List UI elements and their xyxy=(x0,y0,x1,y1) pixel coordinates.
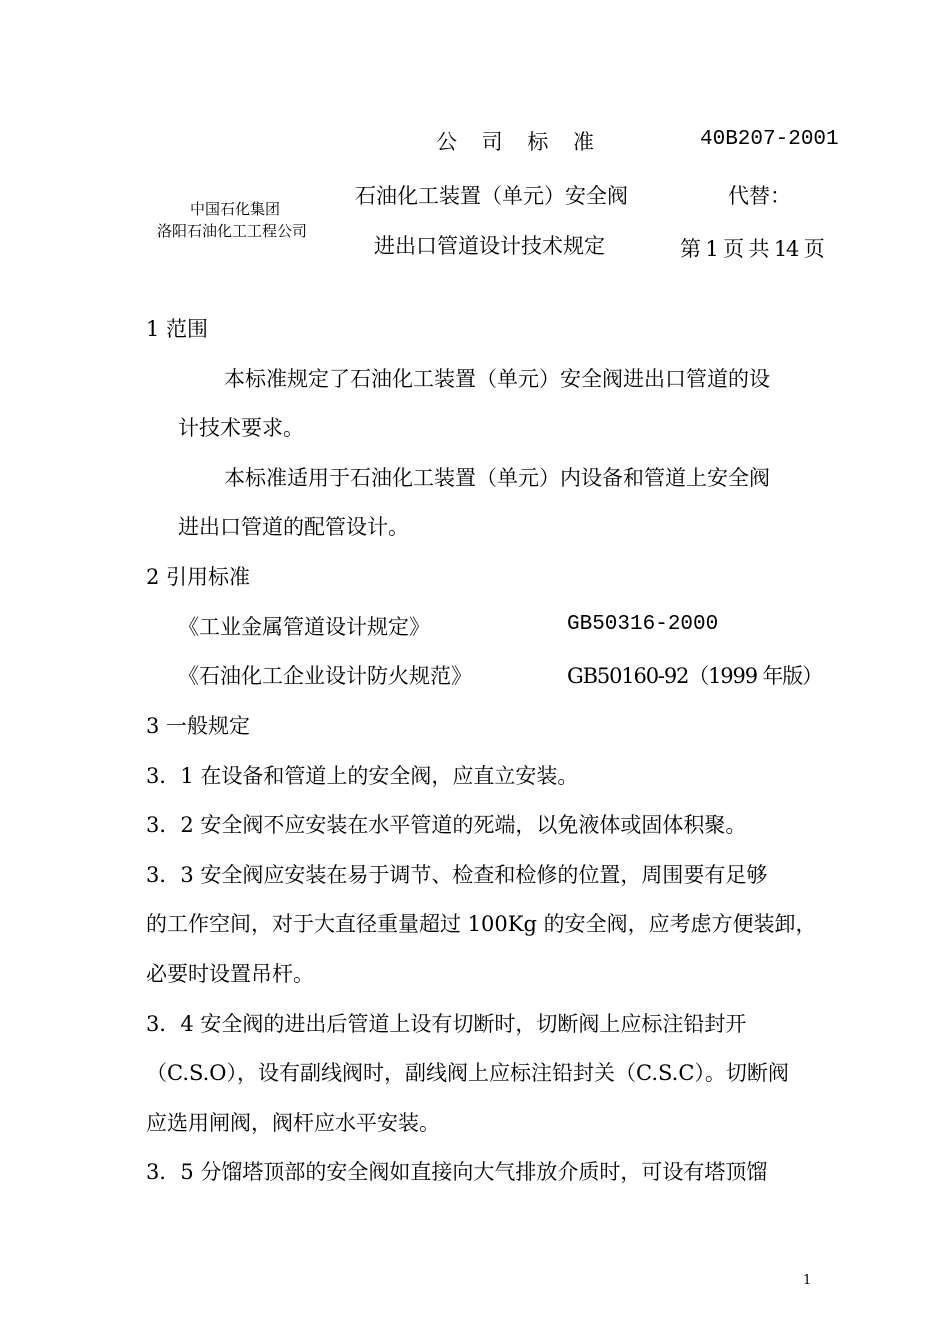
section-1-paragraph-2-line1: 本标准适用于石油化工装置（单元）内设备和管道上安全阀 xyxy=(224,466,770,490)
organization-name-line1: 中国石化集团 xyxy=(190,200,281,218)
reference-2-code: GB50160-92（1999 年版） xyxy=(567,664,822,688)
reference-2-title: 《石油化工企业设计防火规范》 xyxy=(178,664,472,688)
clause-3-3-line2: 的工作空间，对于大直径重量超过 100Kg 的安全阀，应考虑方便装卸， xyxy=(146,912,817,936)
document-title-line2: 进出口管道设计技术规定 xyxy=(374,234,605,258)
standard-code: 40B207-2001 xyxy=(700,128,839,151)
replaces-label: 代替： xyxy=(728,184,791,208)
section-1-paragraph-1-line2: 计技术要求。 xyxy=(178,416,304,440)
section-1-paragraph-1-line1: 本标准规定了石油化工装置（单元）安全阀进出口管道的设 xyxy=(224,367,770,391)
standard-type-title: 公 司 标 准 xyxy=(436,130,604,154)
clause-3-3-line3: 必要时设置吊杆。 xyxy=(146,962,314,986)
page-info: 第 1 页 共 14 页 xyxy=(680,237,824,261)
section-1-paragraph-2-line2: 进出口管道的配管设计。 xyxy=(178,515,409,539)
clause-3-4-line2: （C.S.O），设有副线阀时，副线阀上应标注铅封关（C.S.C）。切断阀 xyxy=(146,1061,789,1085)
document-title-line1: 石油化工装置（单元）安全阀 xyxy=(355,184,628,208)
section-2-heading: 2 引用标准 xyxy=(146,565,251,589)
reference-1-code: GB50316-2000 xyxy=(567,613,719,636)
clause-3-2: 3．2 安全阀不应安装在水平管道的死端，以免液体或固体积聚。 xyxy=(146,813,747,837)
clause-3-1: 3．1 在设备和管道上的安全阀，应直立安装。 xyxy=(146,764,579,788)
clause-3-5-line1: 3．5 分馏塔顶部的安全阀如直接向大气排放介质时，可设有塔顶馏 xyxy=(146,1160,768,1184)
reference-1-title: 《工业金属管道设计规定》 xyxy=(178,615,430,639)
page-number: 1 xyxy=(803,1273,812,1288)
organization-name-line2: 洛阳石油化工工程公司 xyxy=(157,222,308,240)
clause-3-4-line1: 3．4 安全阀的进出后管道上设有切断时，切断阀上应标注铅封开 xyxy=(146,1012,747,1036)
section-1-heading: 1 范围 xyxy=(146,317,209,341)
clause-3-4-line3: 应选用闸阀，阀杆应水平安装。 xyxy=(146,1111,440,1135)
section-3-heading: 3 一般规定 xyxy=(146,714,251,738)
clause-3-3-line1: 3．3 安全阀应安装在易于调节、检查和检修的位置，周围要有足够 xyxy=(146,863,768,887)
